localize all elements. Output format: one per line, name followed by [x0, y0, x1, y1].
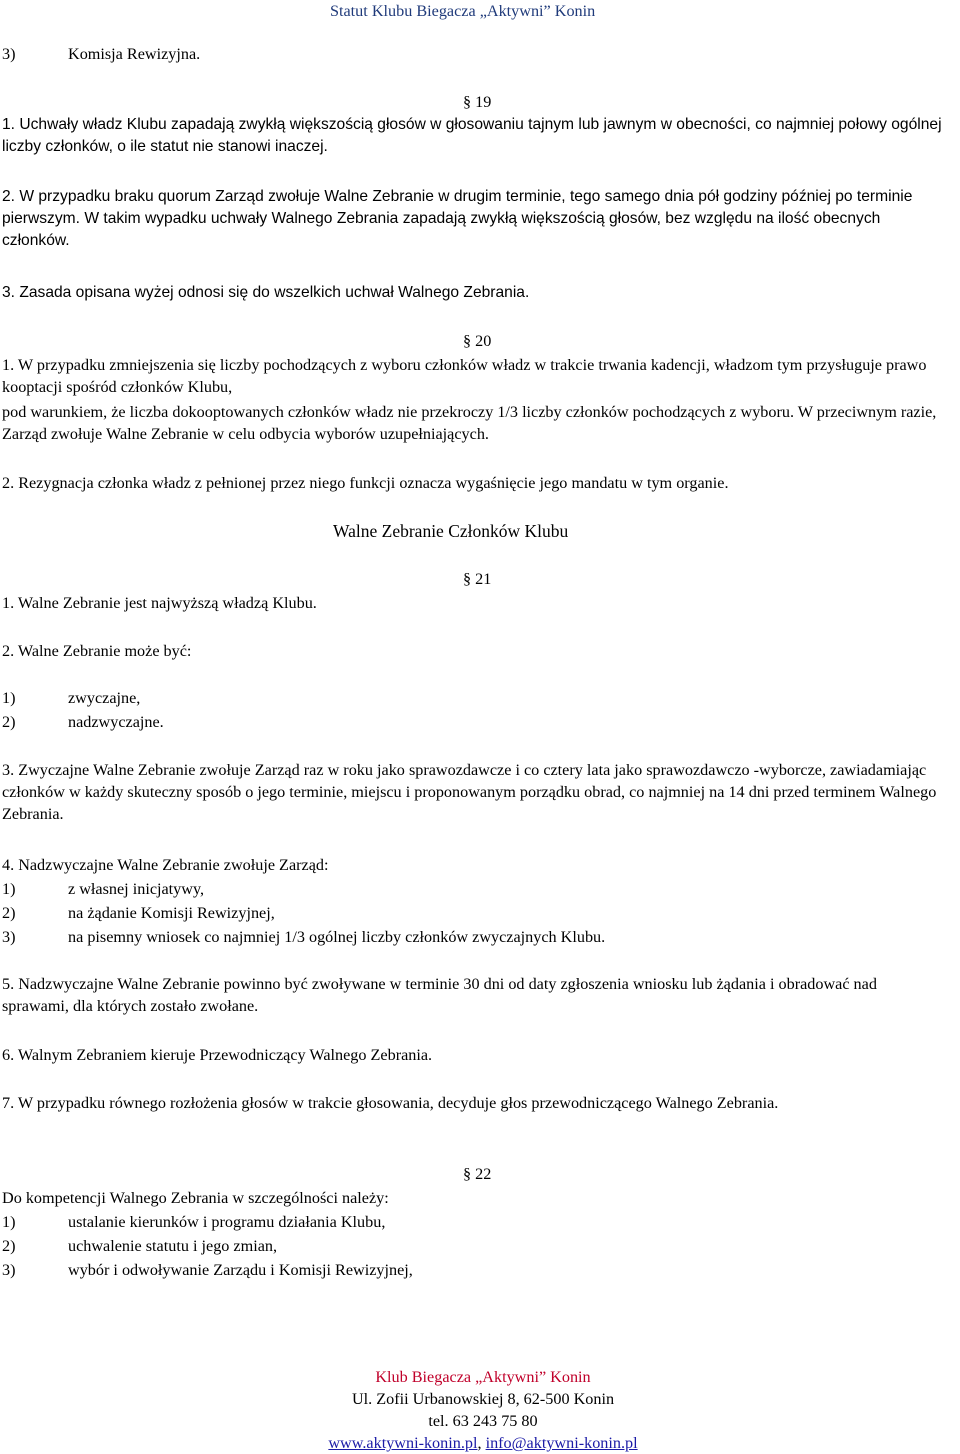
paragraph: 1. Uchwały władz Klubu zapadają zwykłą większością głosów w głosowaniu tajnym lub jawnym w obecności, co najmniej połowy ogólnej liczby członków, o ile statut nie stanowi inaczej. [2, 116, 942, 155]
email-link[interactable]: info@aktywni-konin.pl [485, 1434, 638, 1452]
paragraph: 4. Nadzwyczajne Walne Zebranie zwołuje Zarząd: [2, 856, 329, 874]
section-mark-20: § 20 [463, 332, 492, 350]
list-item: 2) nadzwyczajne. [2, 713, 164, 731]
list-item: 2) na żądanie Komisji Rewizyjnej, [2, 904, 275, 922]
list-item: 1) z własnej inicjatywy, [2, 880, 205, 898]
contact-separator: , [477, 1434, 486, 1452]
running-header: Statut Klubu Biegacza „Aktywni” Konin [330, 2, 596, 20]
section-mark-21: § 21 [463, 570, 492, 588]
paragraph: 2. Rezygnacja członka władz z pełnionej przez niego funkcji oznacza wygaśnięcie jego mandatu w tym organie. [2, 474, 729, 492]
list-item: 1) zwyczajne, [2, 689, 141, 707]
paragraph: Do kompetencji Walnego Zebrania w szczególności należy: [2, 1189, 389, 1207]
section-mark-22: § 22 [463, 1165, 492, 1183]
section-mark-19: § 19 [463, 93, 492, 111]
paragraph: 1. Walne Zebranie jest najwyższą władzą Klubu. [2, 594, 317, 612]
paragraph: 2. W przypadku braku quorum Zarząd zwołuje Walne Zebranie w drugim terminie, tego samego dnia pół godziny później po terminie pierwszym. W takim wypadku uchwały Walnego Zebrania zapadają zwykłą większością głosów, bez względu na ilość obecnych członków. [2, 188, 913, 249]
footer-club-name: Klub Biegacza „Aktywni” Konin [375, 1368, 591, 1386]
section-heading: Walne Zebranie Członków Klubu [333, 521, 569, 541]
paragraph: 7. W przypadku równego rozłożenia głosów w trakcie głosowania, decyduje głos przewodniczącego Walnego Zebrania. [2, 1094, 779, 1112]
paragraph: 3. Zwyczajne Walne Zebranie zwołuje Zarząd raz w roku jako sprawozdawcze i co cztery lata jako sprawozdawczo -wyborcze, zawiadamiając członków w każdy skuteczny sposób o jego terminie, miejscu i proponowanym porządku obrad, co najmniej na 14 dni przed terminem Walnego Zebrania. [2, 761, 937, 823]
paragraph: 6. Walnym Zebraniem kieruje Przewodniczący Walnego Zebrania. [2, 1046, 433, 1064]
paragraph: 3. Zasada opisana wyżej odnosi się do wszelkich uchwał Walnego Zebrania. [2, 284, 530, 301]
paragraph: pod warunkiem, że liczba dokooptowanych członków władz nie przekroczy 1/3 liczby członków pochodzących z wyboru. W przeciwnym razie, Zarząd zwołuje Walne Zebranie w celu odbycia wyborów uzupełniających. [2, 403, 937, 443]
list-item: 2) uchwalenie statutu i jego zmian, [2, 1237, 278, 1255]
list-item: 3) na pisemny wniosek co najmniej 1/3 ogólnej liczby członków zwyczajnych Klubu. [2, 928, 606, 946]
list-item: 1) ustalanie kierunków i programu działania Klubu, [2, 1213, 386, 1231]
footer-phone: tel. 63 243 75 80 [428, 1412, 538, 1430]
paragraph: 1. W przypadku zmniejszenia się liczby pochodzących z wyboru członków władz w trakcie trwania kadencji, władzom tym przysługuje prawo kooptacji spośród członków Klubu, [2, 356, 927, 396]
website-link[interactable]: www.aktywni-konin.pl [328, 1434, 478, 1452]
footer [0, 1366, 960, 1454]
paragraph: 2. Walne Zebranie może być: [2, 642, 192, 660]
list-item: 3) Komisja Rewizyjna. [2, 45, 201, 63]
footer-address: Ul. Zofii Urbanowskiej 8, 62-500 Konin [351, 1390, 615, 1408]
footer-contacts [0, 1432, 960, 1454]
list-item: 3) wybór i odwoływanie Zarządu i Komisji Rewizyjnej, [2, 1261, 413, 1279]
paragraph: 5. Nadzwyczajne Walne Zebranie powinno być zwoływane w terminie 30 dni od daty zgłoszenia wniosku lub żądania i obradować nad sprawami, dla których zostało zwołane. [2, 975, 877, 1015]
